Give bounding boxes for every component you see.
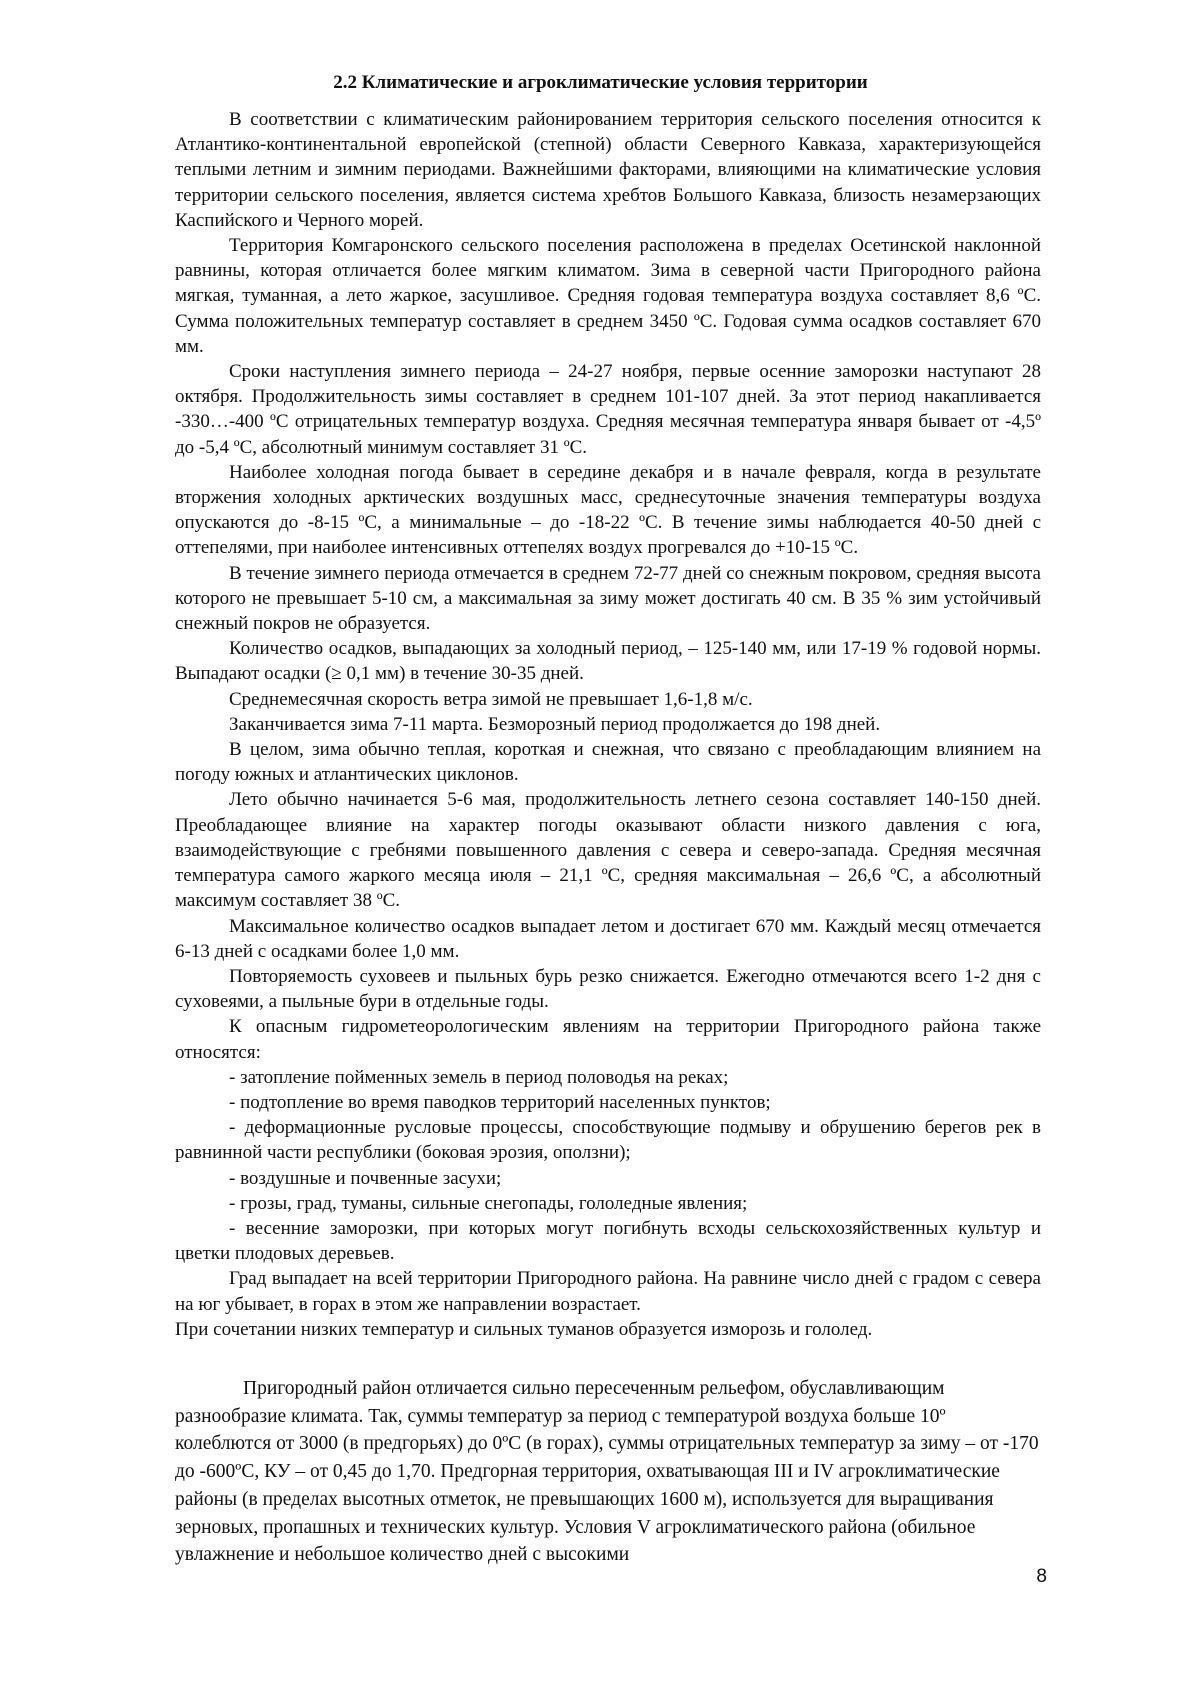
- paragraph: Территория Комгаронского сельского поселения расположена в пределах Осетинской наклонной равнины, которая отличается более мягким климатом. Зима в северной части Пригородного района мягкая, туманная, а лето жаркое, засушливое. Средняя годовая температура воздуха составляет 8,6 ºС. Сумма положительных температур составляет в среднем 3450 ºС. Годовая сумма осадков составляет 670 мм.: [175, 235, 1041, 357]
- paragraph: Лето обычно начинается 5-6 мая, продолжительность летнего сезона составляет 140-150 дней. Преобладающее влияние на характер погоды оказывают области низкого давления с юга, взаимодействующие с гребнями повышенного давления с севера и северо-запада. Средняя месячная температура самого жаркого месяца июля – 21,1 ºС, средняя максимальная – 26,6 ºС, а абсолютный максимум составляет 38 ºС.: [175, 789, 1041, 912]
- paragraph: Среднемесячная скорость ветра зимой не превышает 1,6-1,8 м/с.: [229, 688, 753, 710]
- paragraph: Град выпадает на всей территории Пригородного района. На равнине число дней с градом с севера на юг убывает, в горах в этом же направлении возрастает.: [175, 1268, 1041, 1315]
- list-item: - грозы, град, туманы, сильные снегопады, гололедные явления;: [229, 1192, 748, 1214]
- section-title: 2.2 Климатические и агроклиматические условия территории: [333, 72, 868, 93]
- list-item: - воздушные и почвенные засухи;: [229, 1167, 502, 1189]
- list-item: - весенние заморозки, при которых могут погибнуть всходы сельскохозяйственных культур и цветки плодовых деревьев.: [175, 1217, 1041, 1265]
- paragraph: Заканчивается зима 7-11 марта. Безморозный период продолжается до 198 дней.: [229, 713, 881, 735]
- paragraph: Повторяемость суховеев и пыльных бурь резко снижается. Ежегодно отмечаются всего 1-2 дня с суховеями, а пыльные бури в отдельные годы.: [175, 965, 1041, 1013]
- list-item: - деформационные русловые процессы, способствующие подмыву и обрушению берегов рек в равнинной части республики (боковая эрозия, оползни);: [175, 1117, 1041, 1164]
- paragraph: Наиболее холодная погода бывает в середине декабря и в начале февраля, когда в результате вторжения холодных арктических воздушных масс, среднесуточные значения температуры воздуха опускаются до -8-15 ºС, а минимальные – до -18-22 ºС. В течение зимы наблюдается 40-50 дней с оттепелями, при наиболее интенсивных оттепелях воздух прогревался до +10-15 ºС.: [175, 461, 1041, 559]
- body-text: [175, 107, 1041, 1342]
- paragraph: Максимальное количество осадков выпадает летом и достигает 670 мм. Каждый месяц отмечается 6-13 дней с осадками более 1,0 мм.: [175, 915, 1041, 962]
- list-item: - подтопление во время паводков территорий населенных пунктов;: [229, 1091, 771, 1113]
- closing-section: [175, 1375, 1041, 1569]
- paragraph: В целом, зима обычно теплая, короткая и снежная, что связано с преобладающим влиянием на погоду южных и атлантических циклонов.: [175, 739, 1041, 786]
- list-item: - затопление пойменных земель в период половодья на реках;: [229, 1066, 729, 1088]
- paragraph: Сроки наступления зимнего периода – 24-27 ноября, первые осенние заморозки наступают 28 октября. Продолжительность зимы составляет в среднем 101-107 дней. За этот период накапливается -330…-400 ºС отрицательных температур воздуха. Средняя месячная температура января бывает от -4,5º до -5,4 ºС, абсолютный минимум составляет 31 ºС.: [175, 361, 1041, 458]
- paragraph: Количество осадков, выпадающих за холодный период, – 125-140 мм, или 17-19 % годовой нормы. Выпадают осадки (≥ 0,1 мм) в течение 30-35 дней.: [175, 638, 1041, 685]
- paragraph: В соответствии с климатическим районированием территория сельского поселения относится к Атлантико-континентальной европейской (степной) области Северного Кавказа, характеризующейся теплыми летним и зимним периодами. Важнейшими факторами, влияющими на климатические условия территории сельского поселения, является система хребтов Большого Кавказа, близость незамерзающих Каспийского и Черного морей.: [175, 109, 1041, 231]
- page-number: 8: [1036, 1566, 1047, 1587]
- paragraph: Пригородный район отличается сильно пересеченным рельефом, обуславливающим разнообразие климата. Так, суммы температур за период с температурой воздуха больше 10º колеблются от 3000 (в предгорьях) до 0ºС (в горах), суммы отрицательных температур за зиму – от -170 до -600ºС, КУ – от 0,45 до 1,70. Предгорная территория, охватывающая III и IV агроклиматические районы (в пределах высотных отметок, не превышающих 1600 м), используется для выращивания зерновых, пропашных и технических культур. Условия V агроклиматического района (обильное увлажнение и небольшое количество дней с высокими: [175, 1378, 1039, 1566]
- paragraph: В течение зимнего периода отмечается в среднем 72-77 дней со снежным покровом, средняя высота которого не превышает 5-10 см, а максимальная за зиму может достигать 40 см. В 35 % зим устойчивый снежный покров не образуется.: [175, 562, 1041, 635]
- paragraph: При сочетании низких температур и сильных туманов образуется изморозь и гололед.: [175, 1318, 873, 1340]
- paragraph: К опасным гидрометеорологическим явлениям на территории Пригородного района также относятся:: [175, 1016, 1041, 1063]
